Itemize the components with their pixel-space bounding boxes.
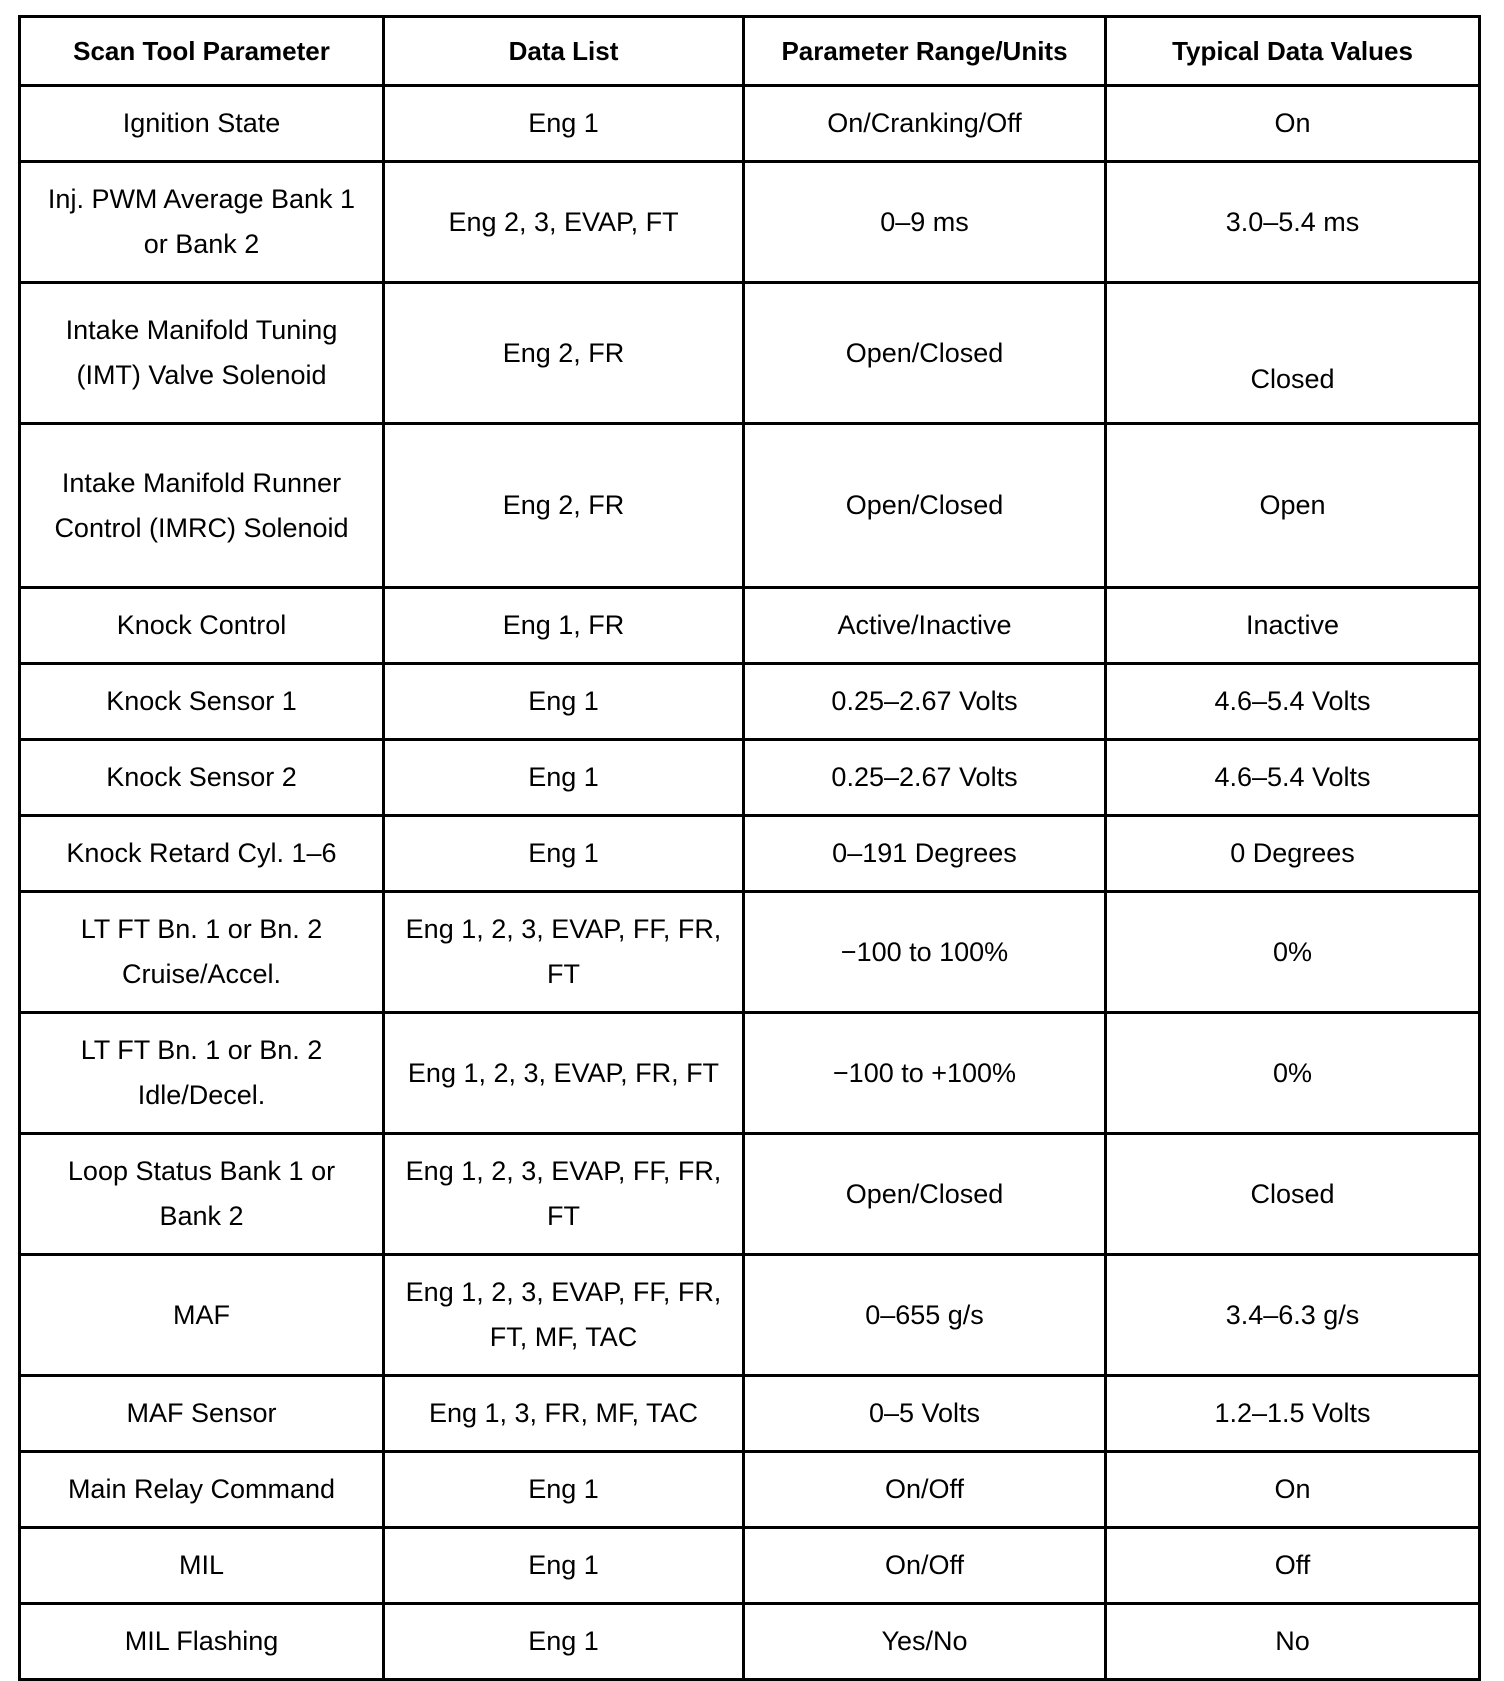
- cell-range-units: 0.25–2.67 Volts: [744, 664, 1106, 740]
- table-row: [20, 740, 1480, 816]
- table-row: [20, 664, 1480, 740]
- cell-data-list: Eng 1: [384, 664, 744, 740]
- cell-parameter: MIL: [20, 1528, 384, 1604]
- cell-range-units: 0–5 Volts: [744, 1376, 1106, 1452]
- table-row: [20, 892, 1480, 1013]
- table-row: [20, 1255, 1480, 1376]
- cell-range-units: 0–191 Degrees: [744, 816, 1106, 892]
- scan-tool-data-table-container: [18, 15, 1481, 1681]
- table-row: [20, 1528, 1480, 1604]
- cell-data-list: Eng 1: [384, 740, 744, 816]
- table-row: [20, 1452, 1480, 1528]
- cell-typical-value: 0%: [1106, 1013, 1480, 1134]
- cell-typical-value: Open: [1106, 424, 1480, 588]
- cell-range-units: −100 to +100%: [744, 1013, 1106, 1134]
- cell-typical-value: 0%: [1106, 892, 1480, 1013]
- cell-typical-value: 3.0–5.4 ms: [1106, 162, 1480, 283]
- header-data-list: Data List: [384, 17, 744, 86]
- header-parameter-range-units: Parameter Range/Units: [744, 17, 1106, 86]
- table-row: [20, 816, 1480, 892]
- scan-tool-data-table: [18, 15, 1481, 1681]
- cell-parameter: Knock Retard Cyl. 1–6: [20, 816, 384, 892]
- cell-range-units: Active/Inactive: [744, 588, 1106, 664]
- cell-data-list: Eng 2, FR: [384, 424, 744, 588]
- cell-data-list: Eng 1: [384, 1452, 744, 1528]
- cell-typical-value: 1.2–1.5 Volts: [1106, 1376, 1480, 1452]
- cell-parameter: Knock Control: [20, 588, 384, 664]
- cell-data-list: Eng 1, 2, 3, EVAP, FF, FR, FT: [384, 1134, 744, 1255]
- cell-data-list: Eng 1, FR: [384, 588, 744, 664]
- cell-typical-value: 4.6–5.4 Volts: [1106, 664, 1480, 740]
- cell-range-units: Open/Closed: [744, 424, 1106, 588]
- cell-parameter: Knock Sensor 1: [20, 664, 384, 740]
- cell-parameter: MAF: [20, 1255, 384, 1376]
- cell-range-units: 0–9 ms: [744, 162, 1106, 283]
- table-row: [20, 86, 1480, 162]
- cell-parameter: Inj. PWM Average Bank 1 or Bank 2: [20, 162, 384, 283]
- cell-parameter: MAF Sensor: [20, 1376, 384, 1452]
- cell-range-units: 0–655 g/s: [744, 1255, 1106, 1376]
- table-row: [20, 1134, 1480, 1255]
- cell-range-units: Open/Closed: [744, 1134, 1106, 1255]
- cell-range-units: Yes/No: [744, 1604, 1106, 1680]
- table-row: [20, 162, 1480, 283]
- cell-typical-value: On: [1106, 86, 1480, 162]
- cell-data-list: Eng 1, 3, FR, MF, TAC: [384, 1376, 744, 1452]
- cell-range-units: On/Cranking/Off: [744, 86, 1106, 162]
- table-header-row: [20, 17, 1480, 86]
- cell-data-list: Eng 1: [384, 86, 744, 162]
- cell-range-units: −100 to 100%: [744, 892, 1106, 1013]
- cell-range-units: On/Off: [744, 1452, 1106, 1528]
- cell-parameter: Main Relay Command: [20, 1452, 384, 1528]
- cell-typical-value: 0 Degrees: [1106, 816, 1480, 892]
- table-row: [20, 424, 1480, 588]
- cell-typical-value: 3.4–6.3 g/s: [1106, 1255, 1480, 1376]
- table-row: [20, 283, 1480, 424]
- cell-typical-value: 4.6–5.4 Volts: [1106, 740, 1480, 816]
- cell-parameter: MIL Flashing: [20, 1604, 384, 1680]
- cell-data-list: Eng 1: [384, 816, 744, 892]
- cell-range-units: Open/Closed: [744, 283, 1106, 424]
- cell-data-list: Eng 2, FR: [384, 283, 744, 424]
- cell-data-list: Eng 1, 2, 3, EVAP, FR, FT: [384, 1013, 744, 1134]
- table-row: [20, 588, 1480, 664]
- cell-typical-value: Inactive: [1106, 588, 1480, 664]
- header-typical-data-values: Typical Data Values: [1106, 17, 1480, 86]
- cell-typical-value: On: [1106, 1452, 1480, 1528]
- cell-typical-value: Off: [1106, 1528, 1480, 1604]
- cell-data-list: Eng 1: [384, 1528, 744, 1604]
- cell-data-list: Eng 1: [384, 1604, 744, 1680]
- header-scan-tool-parameter: Scan Tool Parameter: [20, 17, 384, 86]
- table-row: [20, 1604, 1480, 1680]
- table-row: [20, 1013, 1480, 1134]
- cell-parameter: LT FT Bn. 1 or Bn. 2 Cruise/Accel.: [20, 892, 384, 1013]
- cell-data-list: Eng 2, 3, EVAP, FT: [384, 162, 744, 283]
- cell-typical-value: Closed: [1106, 283, 1480, 424]
- cell-parameter: Loop Status Bank 1 or Bank 2: [20, 1134, 384, 1255]
- cell-range-units: 0.25–2.67 Volts: [744, 740, 1106, 816]
- cell-data-list: Eng 1, 2, 3, EVAP, FF, FR, FT, MF, TAC: [384, 1255, 744, 1376]
- cell-typical-value: Closed: [1106, 1134, 1480, 1255]
- cell-parameter: Intake Manifold Runner Control (IMRC) Solenoid: [20, 424, 384, 588]
- cell-parameter: LT FT Bn. 1 or Bn. 2 Idle/Decel.: [20, 1013, 384, 1134]
- cell-parameter: Intake Manifold Tuning (IMT) Valve Solenoid: [20, 283, 384, 424]
- cell-range-units: On/Off: [744, 1528, 1106, 1604]
- table-row: [20, 1376, 1480, 1452]
- cell-parameter: Knock Sensor 2: [20, 740, 384, 816]
- cell-parameter: Ignition State: [20, 86, 384, 162]
- cell-typical-value: No: [1106, 1604, 1480, 1680]
- cell-data-list: Eng 1, 2, 3, EVAP, FF, FR, FT: [384, 892, 744, 1013]
